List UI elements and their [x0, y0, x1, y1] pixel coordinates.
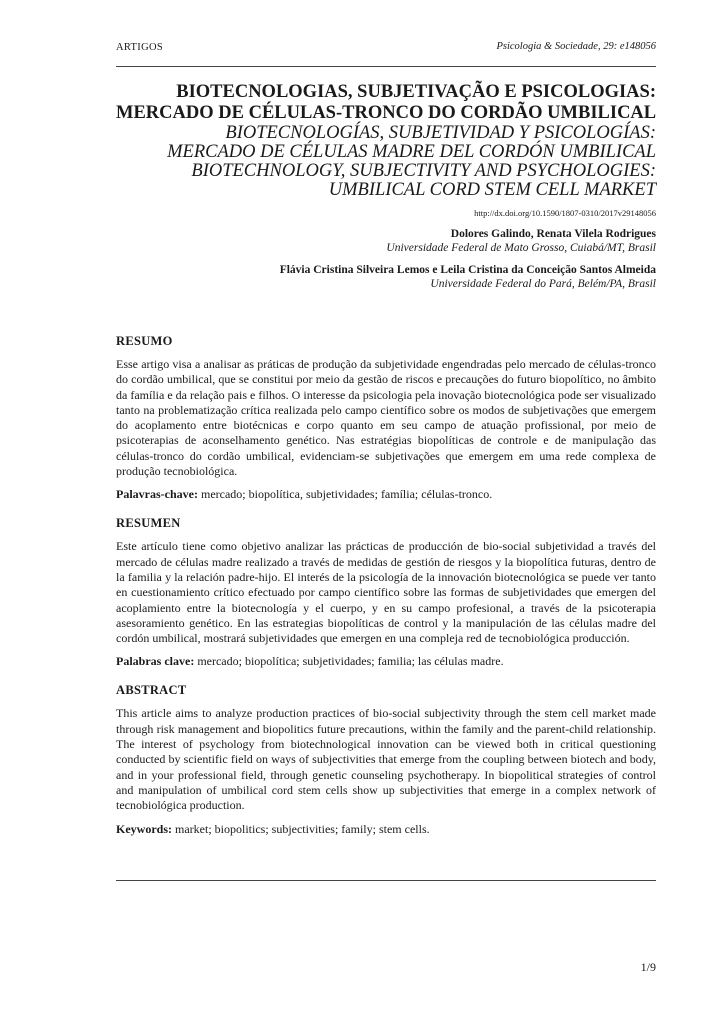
title-es-line2: MERCADO DE CÉLULAS MADRE DEL CORDÓN UMBILICAL	[167, 142, 656, 162]
keywords-label: Keywords:	[116, 821, 172, 836]
page-number: 1/9	[640, 960, 656, 974]
abstract-keywords	[116, 822, 656, 837]
resumo-heading: RESUMO	[116, 334, 173, 348]
resumen-keywords	[116, 654, 656, 669]
author-names: Dolores Galindo, Renata Vilela Rodrigues	[450, 228, 656, 240]
author-names: Flávia Cristina Silveira Lemos e Leila Cristina da Conceição Santos Almeida	[279, 264, 656, 276]
doi-link[interactable]: http://dx.doi.org/10.1590/1807-0310/2017v29148056	[474, 208, 656, 218]
keywords-text: mercado; biopolítica, subjetividades; família; células-tronco.	[197, 487, 493, 502]
section-label: ARTIGOS	[116, 42, 163, 53]
resumen-heading: RESUMEN	[116, 516, 181, 531]
author-institution: Universidade Federal do Pará, Belém/PA, Brasil	[430, 278, 656, 290]
keywords-label: Palavras-chave:	[116, 487, 198, 502]
title-en-line1: BIOTECHNOLOGY, SUBJECTIVITY AND PSYCHOLOGIES:	[191, 161, 656, 181]
header-divider	[116, 66, 656, 67]
keywords-text: market; biopolitics; subjectivities; family; stem cells.	[172, 821, 430, 836]
title-block	[116, 82, 656, 290]
abstract-text: This article aims to analyze production practices of bio-social subjectivity through the stem cell market made through risk management and biopolitics future precautions, within the family and the parent-child relationship. The interest of psychology from biotechnological innovation can be viewed both in critical questioning conducted by scientific field on ways of subjectivities that emerge from the coupling between biotech and body, and in your professional field, through genetic counseling psychotherapy. In biopolitical strategies of control and manipulation of umbilical cord stem cells show up subjectivities that emerge in a complex network of tecnobiológica production.	[116, 706, 656, 813]
keywords-text: mercado; biopolítica; subjetividades; familia; las células madre.	[194, 654, 504, 669]
title-es-line1: BIOTECNOLOGÍAS, SUBJETIVIDAD Y PSICOLOGÍAS:	[225, 123, 656, 143]
abstract-heading: ABSTRACT	[116, 683, 187, 698]
title-pt-line1: BIOTECNOLOGIAS, SUBJETIVAÇÃO E PSICOLOGIAS:	[176, 82, 656, 102]
author-institution: Universidade Federal de Mato Grosso, Cuiabá/MT, Brasil	[386, 242, 656, 254]
resumo-text: Esse artigo visa a analisar as práticas de produção da subjetividade engendradas pelo mercado de células-tronco do cordão umbilical, que se constitui por meio da gestão de riscos e precauções do futuro biopolítico, no âmbito da família e da relação pais e filhos. O interesse da psicologia pela inovação biotecnológica pode ser visualizado tanto na problematização crítica realizada pelo campo científico sobre os modos de subjetivações que emergem do acoplamento entre biotécnicas e corpo quanto em seu campo de atuação profissional, por meio de psicoterapias de aconselhamento genético. Nas estratégias biopolíticas de controle e de manipulação das células-tronco do cordão umbilical, evidenciam-se subjetivações que emergem em uma rede complexa de produção tecnobiológica.	[116, 357, 656, 479]
title-en-line2: UMBILICAL CORD STEM CELL MARKET	[328, 180, 656, 200]
resumen-text: Este artículo tiene como objetivo analizar las prácticas de producción de bio-social subjetividad a través del mercado de células madre realizado a través de medidas de gestión de riesgos y la biopolítica futuras, dentro de la familia y la relación padre-hijo. El interés de la psicología de la innovación biotecnológica se puede ver tanto en cuestionamiento crítico efectuado por campo científico sobre las formas de subjetividades que emergen del acoplamiento entre la biotecnología y el cuerpo, y en su campo profesional, a través de la psicoterapia asesoramiento genético. En las estrategias biopolíticas de control y la manipulación de las células madre del cordón umbilical, mostrará subjetividades que emergen en una compleja red de tecnobiológica producción.	[116, 539, 656, 646]
footer-divider	[116, 880, 656, 881]
abstracts-body	[116, 334, 656, 851]
title-pt-line2: MERCADO DE CÉLULAS-TRONCO DO CORDÃO UMBILICAL	[116, 103, 657, 123]
journal-citation: Psicologia & Sociedade, 29: e148056	[496, 41, 656, 52]
keywords-label: Palabras clave:	[116, 654, 195, 669]
resumo-keywords	[116, 487, 656, 502]
